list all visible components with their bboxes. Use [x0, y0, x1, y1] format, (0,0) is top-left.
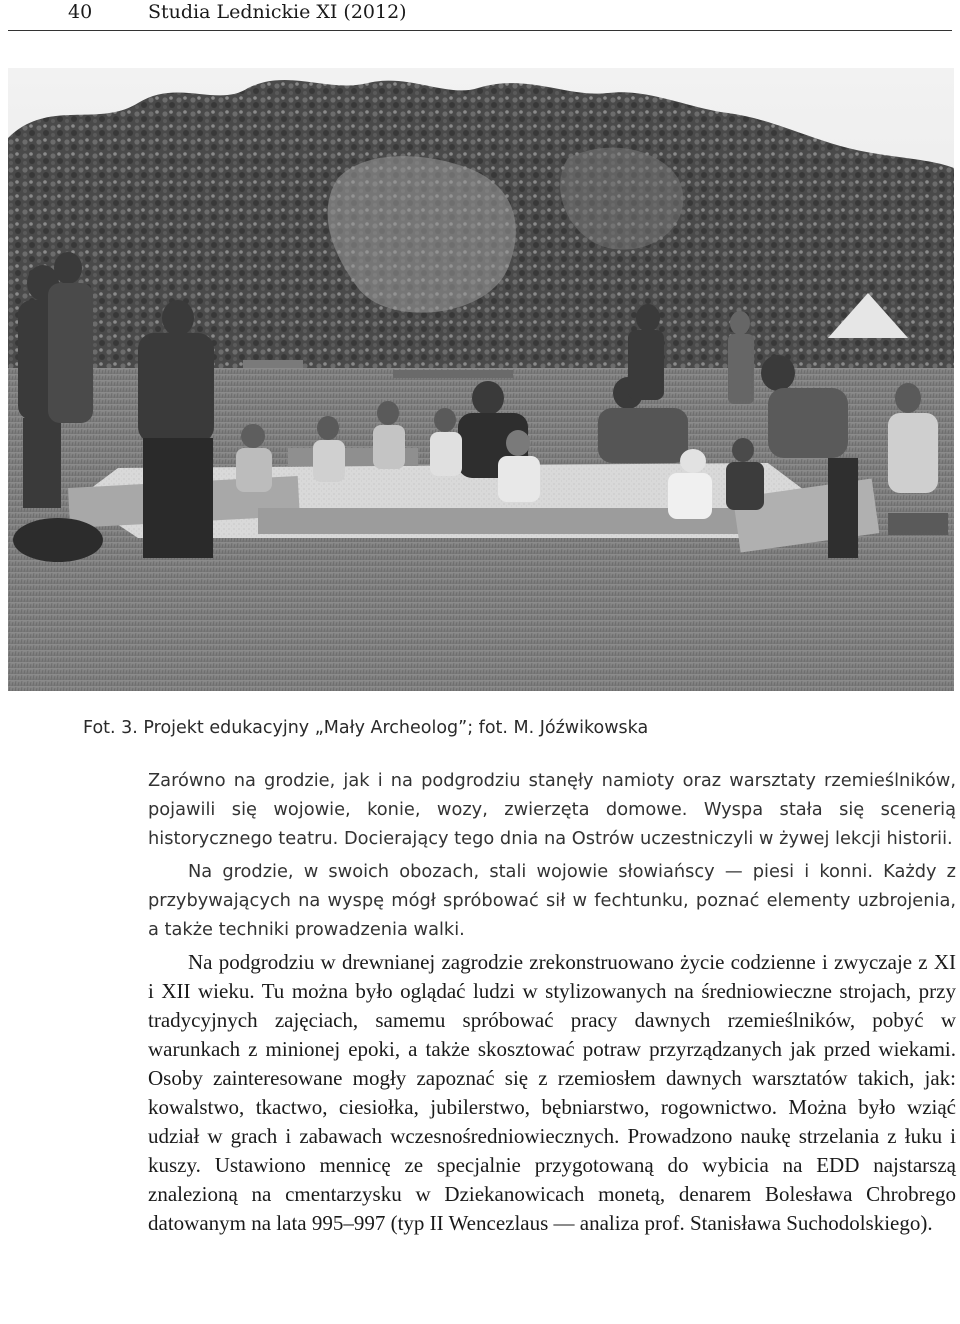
paragraph: Zarówno na grodzie, jak i na podgrodziu stanęły namioty oraz warsztaty rzemieślników, pojawili się wojowie, konie, wozy, zwierzęta domowe. Wyspa stała się scenerią historycznego teatru. Docierający tego dnia na Ostrów uczestniczyli w żywej lekcji historii. [148, 770, 956, 849]
page-header [0, 0, 960, 26]
paragraph: Na grodzie, w swoich obozach, stali wojowie słowiańscy — piesi i konni. Każdy z przybywających na wyspę mógł spróbować sił w fechtunku, poznać elementy uzbrojenia, a także techniki prowadzenia walki. [148, 861, 956, 940]
page-number: 40 [68, 1, 93, 23]
figure-caption: Fot. 3. Projekt edukacyjny „Mały Archeolog”; fot. M. Jóźwikowska [83, 718, 649, 738]
header-rule [8, 30, 952, 31]
paragraph: Na podgrodziu w drewnianej zagrodzie zrekonstruowano życie codzienne i zwyczaje z XI i XII wieku. Tu można było oglądać ludzi w stylizowanych na średniowieczne strojach, przy tradycyjnych zajęciach, samemu spróbować pracy dawnych rzemieślników, pobyć w warunkach z minionej epoki, a także skosztować potraw przyrządzanych jak przed wiekami. Osoby zainteresowane mogły zapoznać się z rzemiosłem dawnych warsztatów takich, jak: kowalstwo, tkactwo, ciesiołka, jubilerstwo, bębniarstwo, rogownictwo. Można było wziąć udział w grach i zabawach wczesnośredniowiecznych. Prowadzono naukę strzelania z łuku i kuszy. Ustawiono mennicę ze specjalnie przygotowaną do wybicia na EDD najstarszą znalezioną na cmentarzysku w Dziekanowicach monetą, denarem Bolesława Chrobrego datowanym na lata 995–997 (typ II Wencezlaus — analiza prof. Stanisława Suchodolskiego). [148, 950, 956, 1235]
body-text [148, 766, 956, 1238]
photograph [8, 68, 954, 691]
journal-title: Studia Lednickie XI (2012) [148, 1, 407, 23]
